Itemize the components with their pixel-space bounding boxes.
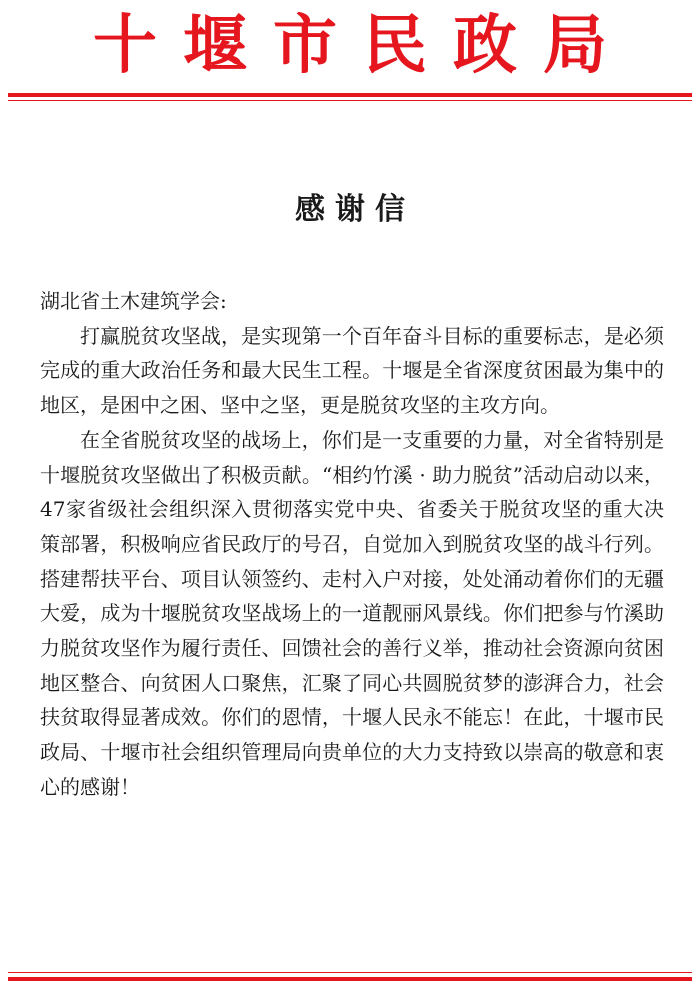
footer-divider-thick	[8, 977, 692, 981]
footer-divider-thin	[8, 972, 692, 973]
letter-body	[40, 284, 664, 805]
letterhead-divider-thick	[8, 93, 692, 97]
letter-paragraph-1: 打赢脱贫攻坚战，是实现第一个百年奋斗目标的重要标志，是必须完成的重大政治任务和最大民生工程。十堰是全省深度贫困最为集中的地区，是困中之困、坚中之坚，更是脱贫攻坚的主攻方向。	[40, 323, 664, 418]
letter-paragraph-2: 在全省脱贫攻坚的战场上，你们是一支重要的力量，对全省特别是十堰脱贫攻坚做出了积极贡献。“相约竹溪 · 助力脱贫”活动启动以来，47家省级社会组织深入贯彻落实党中央、省委关于脱贫攻坚的重大决策部署，积极响应省民政厅的号召，自觉加入到脱贫攻坚的战斗行列。搭建帮扶平台、项目认领签约、走村入户对接，处处涌动着你们的无疆大爱，成为十堰脱贫攻坚战场上的一道靓丽风景线。你们把参与竹溪助力脱贫攻坚作为履行责任、回馈社会的善行义举，推动社会资源向贫困地区整合、向贫困人口聚焦，汇聚了同心共圆脱贫梦的澎湃合力，社会扶贫取得显著成效。你们的恩情，十堰人民永不能忘！在此，十堰市民政局、十堰市社会组织管理局向贵单位的大力支持致以崇高的敬意和衷心的感谢！	[40, 427, 664, 799]
letterhead-divider-thin	[8, 100, 692, 101]
letterhead-org-name: 十堰市民政局	[93, 8, 633, 83]
letter-title: 感谢信	[295, 192, 415, 227]
letter-salutation: 湖北省土木建筑学会:	[40, 289, 227, 313]
